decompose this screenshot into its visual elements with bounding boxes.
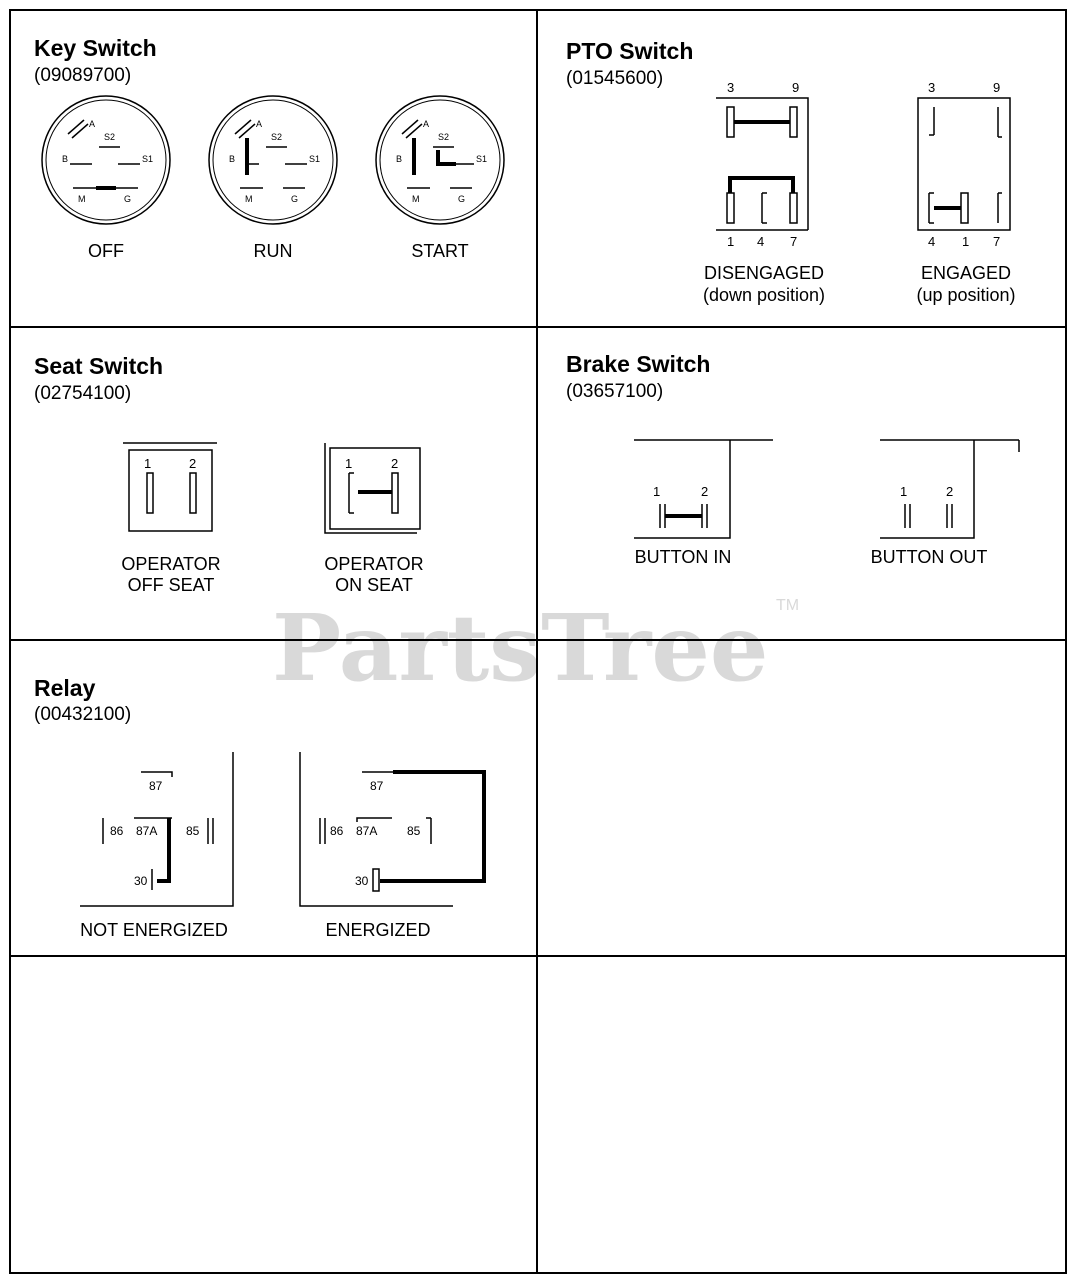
relay-not-energized-label: NOT ENERGIZED — [80, 920, 228, 940]
seat-switch-title: Seat Switch — [34, 353, 164, 379]
key-switch-panel — [34, 35, 504, 261]
brake-pin-2: 2 — [701, 484, 709, 499]
key-pin-g: G — [124, 194, 132, 204]
seat-pin-1: 1 — [144, 456, 152, 471]
pto-pin-7: 7 — [790, 234, 798, 249]
key-switch-part-number: (09089700) — [34, 65, 132, 86]
key-pin-m: M — [78, 194, 86, 204]
key-state-run: RUN — [253, 241, 293, 261]
pto-pin-9: 9 — [993, 80, 1001, 95]
seat-on-label-1: OPERATOR — [324, 554, 424, 574]
brake-switch-panel — [566, 351, 1019, 567]
panel-grid — [10, 10, 1066, 1273]
key-pin-m: M — [245, 194, 253, 204]
watermark-trademark: TM — [776, 597, 800, 614]
seat-pin-2: 2 — [391, 456, 399, 471]
relay-energized-label: ENERGIZED — [325, 920, 431, 940]
brake-pin-2: 2 — [946, 484, 954, 499]
pto-pin-4: 4 — [928, 234, 936, 249]
seat-on-label-2: ON SEAT — [335, 575, 413, 595]
key-pin-s2: S2 — [271, 132, 283, 142]
key-switch-run-diagram — [209, 96, 337, 224]
relay-pin-87a: 87A — [136, 824, 158, 838]
key-pin-a: A — [256, 119, 263, 129]
relay-pin-85: 85 — [186, 824, 200, 838]
watermark — [272, 594, 799, 702]
key-switch-title: Key Switch — [34, 35, 157, 61]
key-pin-s1: S1 — [309, 154, 321, 164]
pto-engaged-label: ENGAGED — [920, 263, 1012, 283]
pto-pin-9: 9 — [792, 80, 800, 95]
watermark-text: PartsTree — [272, 594, 769, 702]
relay-pin-85: 85 — [407, 824, 421, 838]
pto-disengaged-diagram — [716, 80, 808, 249]
key-state-off: OFF — [88, 241, 124, 261]
pto-pin-1: 1 — [727, 234, 735, 249]
relay-pin-86: 86 — [110, 824, 124, 838]
key-switch-off-diagram — [42, 96, 170, 224]
key-pin-s1: S1 — [142, 154, 154, 164]
pto-switch-part-number: (01545600) — [566, 68, 664, 89]
key-pin-a: A — [423, 119, 430, 129]
brake-button-out-diagram — [880, 440, 1019, 538]
seat-pin-1: 1 — [345, 456, 353, 471]
key-pin-g: G — [458, 194, 466, 204]
brake-pin-1: 1 — [900, 484, 908, 499]
key-pin-m: M — [412, 194, 420, 204]
brake-button-in-label: BUTTON IN — [634, 547, 732, 567]
pto-pin-7: 7 — [993, 234, 1001, 249]
relay-title: Relay — [34, 675, 96, 701]
relay-energized-diagram — [300, 752, 484, 906]
relay-part-number: (00432100) — [34, 704, 132, 725]
pto-pin-4: 4 — [757, 234, 765, 249]
key-pin-b: B — [396, 154, 403, 164]
pto-engaged-diagram — [918, 80, 1010, 249]
key-pin-b: B — [229, 154, 236, 164]
relay-pin-87a: 87A — [356, 824, 378, 838]
brake-pin-1: 1 — [653, 484, 661, 499]
seat-pin-2: 2 — [189, 456, 197, 471]
pto-pin-1: 1 — [962, 234, 970, 249]
pto-switch-title: PTO Switch — [566, 38, 694, 64]
key-state-start: START — [411, 241, 469, 261]
key-pin-s2: S2 — [104, 132, 116, 142]
seat-switch-panel — [34, 353, 424, 595]
key-pin-s2: S2 — [438, 132, 450, 142]
pto-pin-3: 3 — [928, 80, 936, 95]
key-pin-b: B — [62, 154, 69, 164]
relay-pin-87: 87 — [370, 779, 384, 793]
relay-not-energized-diagram — [80, 752, 233, 906]
pto-switch-panel — [566, 38, 1016, 305]
pto-disengaged-sublabel: (down position) — [702, 285, 826, 305]
pto-disengaged-label: DISENGAGED — [703, 263, 825, 283]
pto-pin-3: 3 — [727, 80, 735, 95]
relay-pin-87: 87 — [149, 779, 163, 793]
key-switch-start-diagram — [376, 96, 504, 224]
relay-pin-30: 30 — [355, 874, 369, 888]
pto-engaged-sublabel: (up position) — [916, 285, 1016, 305]
seat-off-diagram — [123, 443, 217, 531]
relay-panel — [34, 675, 484, 940]
brake-switch-part-number: (03657100) — [566, 381, 664, 402]
relay-pin-30: 30 — [134, 874, 148, 888]
brake-button-out-label: BUTTON OUT — [870, 547, 988, 567]
seat-on-diagram — [325, 443, 420, 533]
seat-off-label-1: OPERATOR — [121, 554, 221, 574]
key-pin-s1: S1 — [476, 154, 488, 164]
relay-pin-86: 86 — [330, 824, 344, 838]
brake-button-in-diagram — [634, 440, 773, 538]
seat-off-label-2: OFF SEAT — [127, 575, 215, 595]
key-pin-a: A — [89, 119, 96, 129]
key-pin-g: G — [291, 194, 299, 204]
brake-switch-title: Brake Switch — [566, 351, 711, 377]
seat-switch-part-number: (02754100) — [34, 383, 132, 404]
